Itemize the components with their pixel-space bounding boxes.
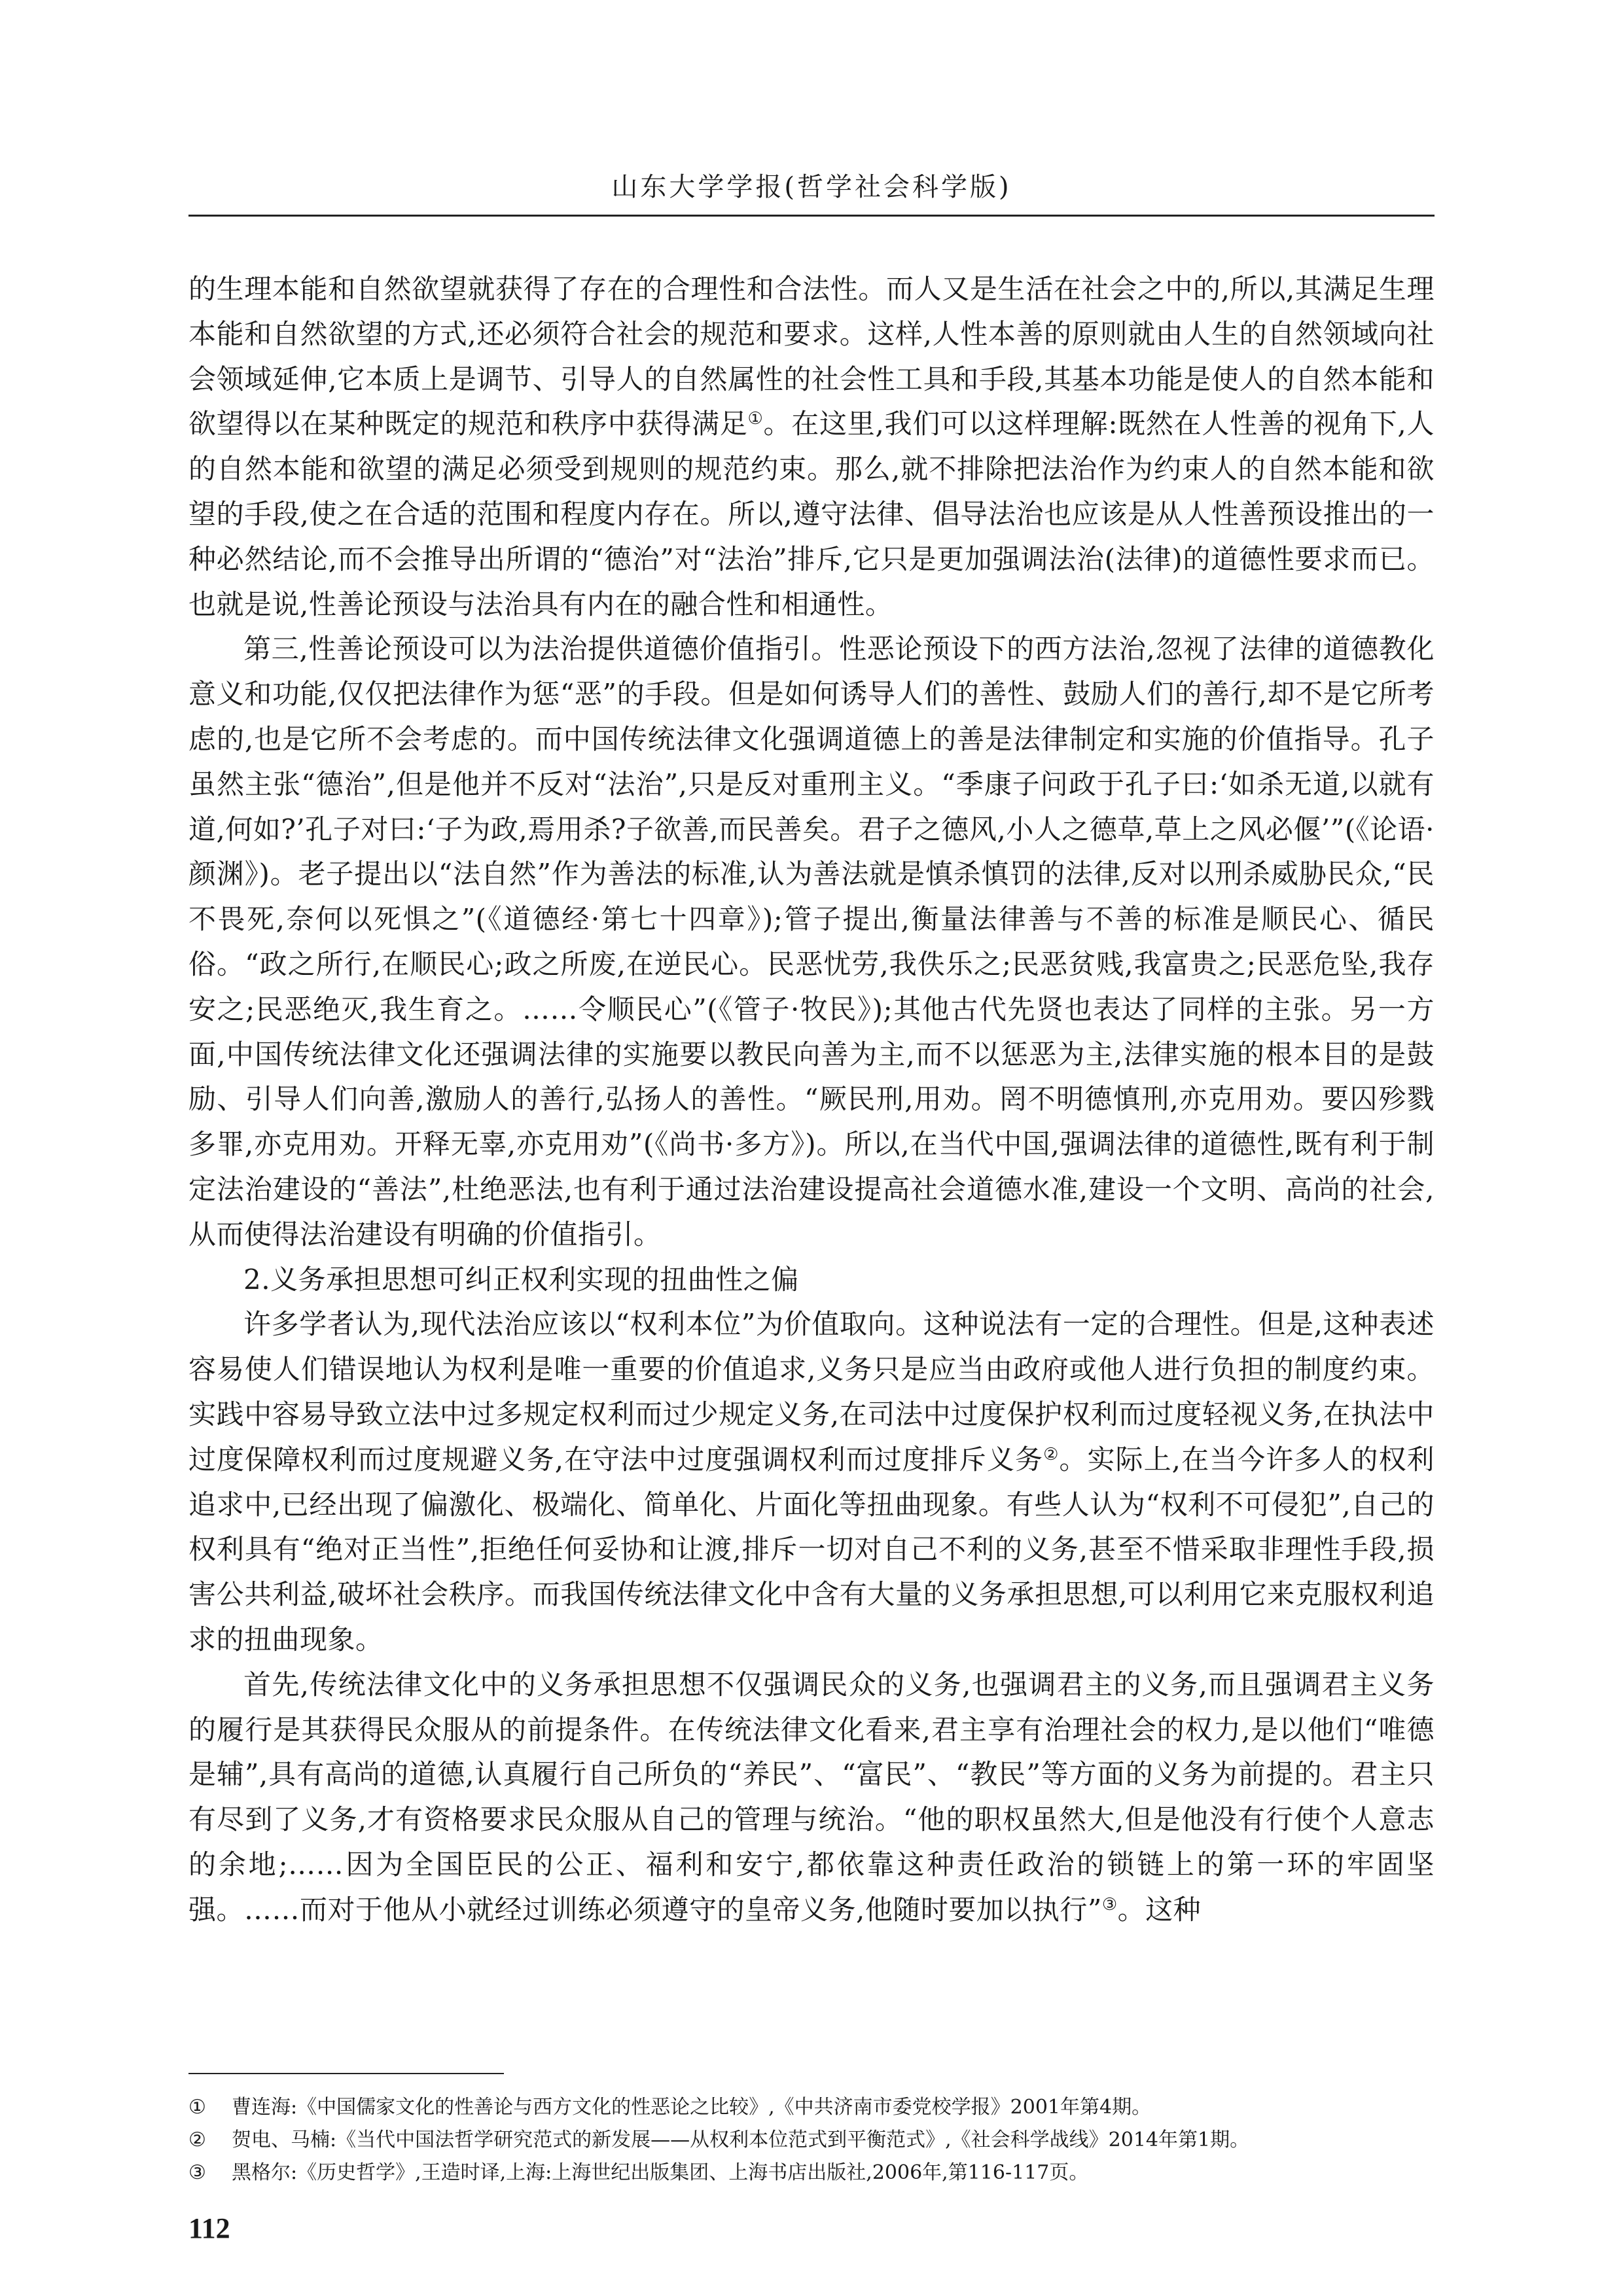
section-heading: 2.义务承担思想可纠正权利实现的扭曲性之偏 [243, 1263, 799, 1296]
paragraph-4-text: 首先,传统法律文化中的义务承担思想不仅强调民众的义务,也强调君主的义务,而且强调君主义务的履行是其获得民众服从的前提条件。在传统法律文化看来,君主享有治理社会的权力,是以他们“唯德是辅”,具有高尚的道德,认真履行自己所负的“养民”、“富民”、“教民”等方面的义务为前提的。君主只有尽到了义务,才有资格要求民众服从自己的管理与统治。“他的职权虽然大,但是他没有行使个人意志的余地;……因为全国臣民的公正、福利和安宁,都依靠这种责任政治的锁链上的第一环的牢固坚强。……而对于他从小就经过训练必须遵守的皇帝义务,他随时要加以执行” [188, 1668, 1435, 1926]
footnote-mark-3: ③ [188, 2161, 206, 2184]
footnote-rule [188, 2073, 504, 2074]
footnote-ref-3[interactable]: ③ [1101, 1894, 1118, 1915]
footnote-text-2: 贺电、马楠:《当代中国法哲学研究范式的新发展——从权利本位范式到平衡范式》,《社会科学战线》2014年第1期。 [232, 2128, 1250, 2151]
paragraph-1-tail: 。在这里,我们可以这样理解:既然在人性善的视角下,人的自然本能和欲望的满足必须受到规则的规范约束。那么,就不排除把法治作为约束人的自然本能和欲望的手段,使之在合适的范围和程度内存在。所以,遵守法律、倡导法治也应该是从人性善预设推出的一种必然结论,而不会推导出所谓的“德治”对“法治”排斥,它只是更加强调法治(法律)的道德性要求而已。也就是说,性善论预设与法治具有内在的融合性和相通性。 [188, 408, 1435, 620]
paragraph-4-tail: 。这种 [1117, 1893, 1202, 1926]
footnote-2 [188, 2124, 1435, 2157]
running-head-journal-title: 山东大学学报(哲学社会科学版) [611, 172, 1012, 202]
paragraph-3 [188, 1302, 1435, 1662]
footnote-text-1: 曹连海:《中国儒家文化的性善论与西方文化的性恶论之比较》,《中共济南市委党校学报》2001年第4期。 [232, 2096, 1152, 2119]
paragraph-3-tail: 。实际上,在当今许多人的权利追求中,已经出现了偏激化、极端化、简单化、片面化等扭曲现象。有些人认为“权利不可侵犯”,自己的权利具有“绝对正当性”,拒绝任何妥协和让渡,排斥一切对自己不利的义务,甚至不惜采取非理性手段,损害公共利益,破坏社会秩序。而我国传统法律文化中含有大量的义务承担思想,可以利用它来克服权利追求的扭曲现象。 [188, 1443, 1435, 1655]
footnotes [188, 2091, 1435, 2189]
footnote-3 [188, 2157, 1435, 2189]
article-body [188, 267, 1435, 1932]
footnote-text-3: 黑格尔:《历史哲学》,王造时译,上海:上海世纪出版集团、上海书店出版社,2006年,第116-117页。 [232, 2161, 1089, 2184]
paragraph-3-text: 许多学者认为,现代法治应该以“权利本位”为价值取向。这种说法有一定的合理性。但是,这种表述容易使人们错误地认为权利是唯一重要的价值追求,义务只是应当由政府或他人进行负担的制度约束。实践中容易导致立法中过多规定权利而过少规定义务,在司法中过度保护权利而过度轻视义务,在执法中过度保障权利而过度规避义务,在守法中过度强调权利而过度排斥义务 [188, 1308, 1435, 1475]
footnote-1 [188, 2091, 1435, 2124]
footnote-mark-2: ② [188, 2128, 206, 2151]
footnote-ref-2[interactable]: ② [1043, 1444, 1060, 1464]
page-number: 112 [188, 2212, 230, 2244]
footnote-ref-1[interactable]: ① [747, 409, 764, 429]
paragraph-2: 第三,性善论预设可以为法治提供道德价值指引。性恶论预设下的西方法治,忽视了法律的道德教化意义和功能,仅仅把法律作为惩“恶”的手段。但是如何诱导人们的善性、鼓励人们的善行,却不是它所考虑的,也是它所不会考虑的。而中国传统法律文化强调道德上的善是法律制定和实施的价值指导。孔子虽然主张“德治”,但是他并不反对“法治”,只是反对重刑主义。“季康子问政于孔子曰:‘如杀无道,以就有道,何如?’孔子对曰:‘子为政,焉用杀?子欲善,而民善矣。君子之德风,小人之德草,草上之风必偃’”(《论语·颜渊》)。老子提出以“法自然”作为善法的标准,认为善法就是慎杀慎罚的法律,反对以刑杀威胁民众,“民不畏死,奈何以死惧之”(《道德经·第七十四章》);管子提出,衡量法律善与不善的标准是顺民心、循民俗。“政之所行,在顺民心;政之所废,在逆民心。民恶忧劳,我佚乐之;民恶贫贱,我富贵之;民恶危坠,我存安之;民恶绝灭,我生育之。……令顺民心”(《管子·牧民》);其他古代先贤也表达了同样的主张。另一方面,中国传统法律文化还强调法律的实施要以教民向善为主,而不以惩恶为主,法律实施的根本目的是鼓励、引导人们向善,激励人的善行,弘扬人的善性。“厥民刑,用劝。罔不明德慎刑,亦克用劝。要囚殄戮多罪,亦克用劝。开释无辜,亦克用劝”(《尚书·多方》)。所以,在当代中国,强调法律的道德性,既有利于制定法治建设的“善法”,杜绝恶法,也有利于通过法治建设提高社会道德水准,建设一个文明、高尚的社会,从而使得法治建设有明确的价值指引。 [188, 633, 1435, 1250]
footnote-mark-1: ① [188, 2096, 206, 2119]
paragraph-1 [188, 267, 1435, 627]
paragraph-4 [188, 1663, 1435, 1933]
paragraph-1-text: 的生理本能和自然欲望就获得了存在的合理性和合法性。而人又是生活在社会之中的,所以,其满足生理本能和自然欲望的方式,还必须符合社会的规范和要求。这样,人性本善的原则就由人生的自然领域向社会领域延伸,它本质上是调节、引导人的自然属性的社会性工具和手段,其基本功能是使人的自然本能和欲望得以在某种既定的规范和秩序中获得满足 [188, 273, 1435, 440]
header-rule [188, 215, 1435, 217]
